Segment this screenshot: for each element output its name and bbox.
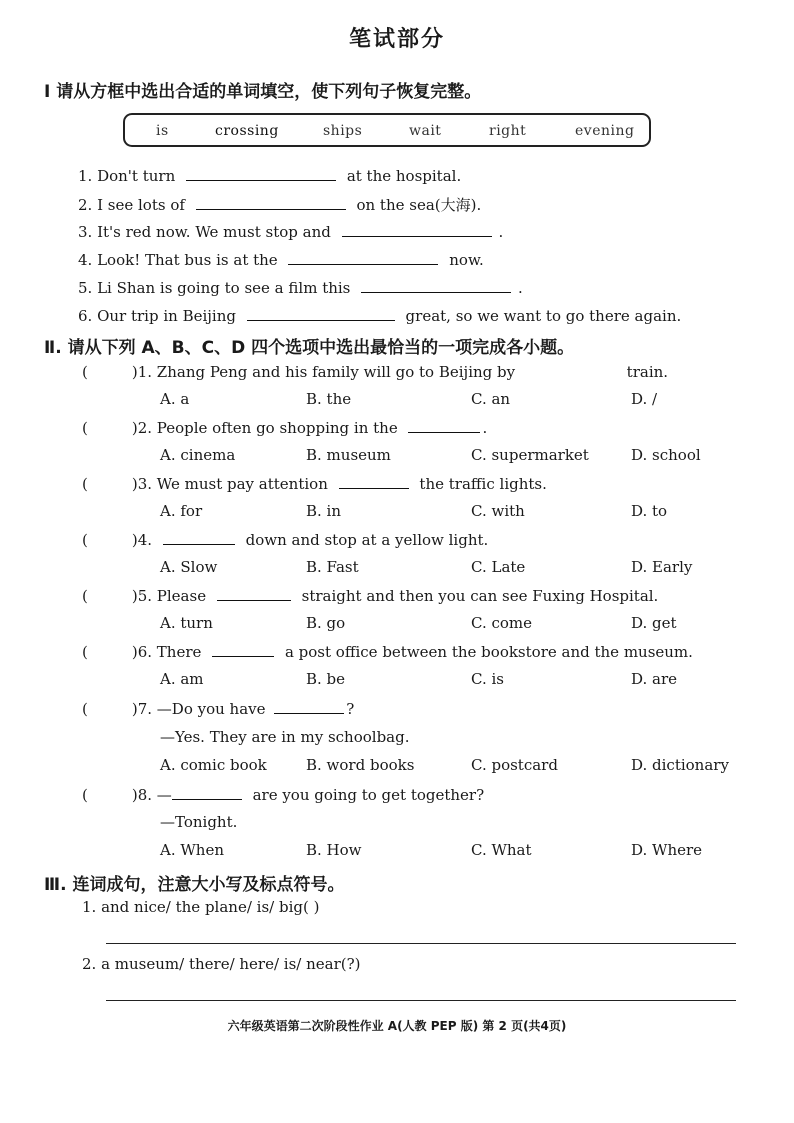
question-stem: )4. <box>131 531 153 549</box>
answer-paren[interactable]: ( <box>82 786 88 804</box>
answer-paren[interactable]: ( <box>82 419 88 437</box>
option-b[interactable]: B. be <box>306 670 346 688</box>
option-d[interactable]: D. Early <box>631 558 693 576</box>
answer-blank[interactable] <box>212 642 274 657</box>
fill-item-3 <box>78 222 503 241</box>
option-a[interactable]: A. am <box>160 670 204 688</box>
question-7 <box>82 699 354 718</box>
fill-item-text: 3. It's red now. We must stop and <box>78 223 331 241</box>
section-2-heading: Ⅱ. 请从下列 A、B、C、D 四个选项中选出最恰当的一项完成各小题。 <box>44 338 575 358</box>
page-footer: 六年级英语第二次阶段性作业 A(人教 PEP 版) 第 2 页(共4页) <box>227 1019 567 1033</box>
option-d[interactable]: D. are <box>631 670 678 688</box>
option-a[interactable]: A. turn <box>160 614 213 632</box>
option-c[interactable]: C. postcard <box>471 756 558 774</box>
answer-paren[interactable]: ( <box>82 363 88 381</box>
option-a[interactable]: A. comic book <box>160 756 267 774</box>
fill-item-text: 1. Don't turn <box>78 167 176 185</box>
sentence-item-1: 1. and nice/ the plane/ is/ big( ) <box>82 898 320 916</box>
word-box-item: is <box>156 123 169 139</box>
option-a[interactable]: A. cinema <box>160 446 236 464</box>
fill-item-2 <box>78 194 481 215</box>
question-2 <box>82 418 487 437</box>
fill-item-1 <box>78 166 461 185</box>
sentence-item-2: 2. a museum/ there/ here/ is/ near(?) <box>82 955 361 973</box>
fill-item-text: 2. I see lots of <box>78 196 185 214</box>
answer-blank[interactable] <box>186 166 336 181</box>
option-c[interactable]: C. with <box>471 502 525 520</box>
option-c[interactable]: C. is <box>471 670 504 688</box>
question-stem: the traffic lights. <box>419 475 547 493</box>
option-a[interactable]: A. for <box>160 502 203 520</box>
question-stem: )2. People often go shopping in the <box>131 419 398 437</box>
page-title: 笔试部分 <box>348 27 445 52</box>
answer-blank[interactable] <box>408 418 480 433</box>
option-b[interactable]: B. How <box>306 841 362 859</box>
word-box-item: evening <box>575 123 635 139</box>
question-stem: straight and then you can see Fuxing Hospital. <box>301 587 659 605</box>
option-b[interactable]: B. in <box>306 502 342 520</box>
question-3 <box>82 474 547 493</box>
option-c[interactable]: C. Late <box>471 558 526 576</box>
question-stem: are you going to get together? <box>252 786 485 804</box>
fill-item-text: 6. Our trip in Beijing <box>78 307 236 325</box>
answer-blank[interactable] <box>217 586 291 601</box>
answer-blank[interactable] <box>526 362 616 377</box>
word-box-item: ships <box>323 123 363 139</box>
word-box <box>123 113 651 147</box>
question-8 <box>82 785 484 804</box>
fill-item-text: 4. Look! That bus is at the <box>78 251 278 269</box>
option-d[interactable]: D. Where <box>631 841 703 859</box>
option-d[interactable]: D. school <box>631 446 701 464</box>
option-c[interactable]: C. an <box>471 390 511 408</box>
option-b[interactable]: B. Fast <box>306 558 359 576</box>
question-stem: )7. —Do you have <box>131 700 266 718</box>
option-a[interactable]: A. a <box>160 390 190 408</box>
section-3-heading: Ⅲ. 连词成句，注意大小写及标点符号。 <box>44 875 345 895</box>
option-d[interactable]: D. dictionary <box>631 756 729 774</box>
question-1 <box>82 362 668 381</box>
fill-item-text: now. <box>449 251 484 269</box>
answer-blank[interactable] <box>172 785 242 800</box>
fill-item-text: . <box>517 279 523 297</box>
fill-item-6 <box>78 306 681 325</box>
fill-item-5 <box>78 278 523 297</box>
answer-blank[interactable] <box>339 474 409 489</box>
question-stem: ? <box>346 700 355 718</box>
answer-blank[interactable] <box>361 278 511 293</box>
answer-paren[interactable]: ( <box>82 643 88 661</box>
option-d[interactable]: D. get <box>631 614 677 632</box>
answer-blank[interactable] <box>274 699 344 714</box>
option-b[interactable]: B. word books <box>306 756 415 774</box>
fill-item-text: great, so we want to go there again. <box>405 307 682 325</box>
fill-item-text: . <box>498 223 504 241</box>
option-a[interactable]: A. When <box>160 841 224 859</box>
answer-blank[interactable] <box>288 250 438 265</box>
answer-blank[interactable] <box>163 530 235 545</box>
option-c[interactable]: C. supermarket <box>471 446 589 464</box>
fill-item-text: at the hospital. <box>346 167 462 185</box>
answer-blank[interactable] <box>196 195 346 210</box>
option-b[interactable]: B. go <box>306 614 346 632</box>
option-d[interactable]: D. to <box>631 502 668 520</box>
question-stem: . <box>482 419 488 437</box>
section-1-heading: Ⅰ 请从方框中选出合适的单词填空，使下列句子恢复完整。 <box>44 82 482 102</box>
answer-blank[interactable] <box>247 306 395 321</box>
question-stem: )5. Please <box>131 587 207 605</box>
word-box-item: wait <box>409 123 442 139</box>
option-b[interactable]: B. the <box>306 390 352 408</box>
question-stem: down and stop at a yellow light. <box>245 531 489 549</box>
word-box-item: crossing <box>215 123 279 139</box>
fill-item-text: 5. Li Shan is going to see a film this <box>78 279 351 297</box>
answer-line[interactable] <box>106 1000 736 1001</box>
option-c[interactable]: C. come <box>471 614 533 632</box>
question-stem: )3. We must pay attention <box>131 475 328 493</box>
question-6 <box>82 642 693 661</box>
option-b[interactable]: B. museum <box>306 446 391 464</box>
fill-item-4 <box>78 250 484 269</box>
answer-line[interactable] <box>106 943 736 944</box>
option-c[interactable]: C. What <box>471 841 532 859</box>
fill-item-text: on the sea(大海). <box>356 196 482 214</box>
answer-blank[interactable] <box>342 222 492 237</box>
word-box-item: right <box>489 123 527 139</box>
question-5 <box>82 586 658 605</box>
question-7-reply: —Yes. They are in my schoolbag. <box>160 728 410 746</box>
question-8-reply: —Tonight. <box>160 813 238 831</box>
answer-paren[interactable]: ( <box>82 531 88 549</box>
question-4 <box>82 530 488 549</box>
question-stem: )1. Zhang Peng and his family will go to Beijing by <box>131 363 516 381</box>
question-stem: a post office between the bookstore and the museum. <box>284 643 693 661</box>
option-a[interactable]: A. Slow <box>160 558 218 576</box>
question-stem: )6. There <box>131 643 202 661</box>
answer-paren[interactable]: ( <box>82 587 88 605</box>
answer-paren[interactable]: ( <box>82 475 88 493</box>
question-stem: )8. — <box>131 786 172 804</box>
answer-paren[interactable]: ( <box>82 700 88 718</box>
option-d[interactable]: D. / <box>631 390 658 408</box>
question-stem: train. <box>626 363 669 381</box>
